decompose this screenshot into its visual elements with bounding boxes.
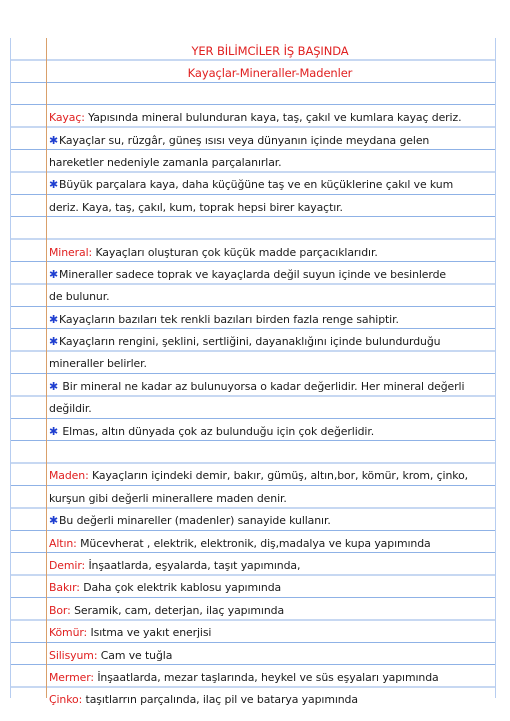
kayac-bullet-1-text-cont: hareketler nedeniyle zamanla parçalanırlar. <box>49 155 282 169</box>
maden-definition-text: Kayaçların içindeki demir, bakır, gümüş, altın,bor, kömür, krom, çinko, <box>88 469 468 483</box>
mineral-bullet-3-text-cont: mineraller belirler. <box>49 357 147 371</box>
mineral-bullet-4-cont <box>49 398 491 420</box>
maden-definition-cont <box>49 488 491 510</box>
blank-line <box>49 219 491 241</box>
asterisk-icon: ✱ <box>49 335 59 349</box>
mineral-use-text: İnşaatlarda, eşyalarda, taşıt yapımında, <box>85 558 301 572</box>
mineral-bullet-3-cont <box>49 353 491 375</box>
margin-line <box>46 38 47 698</box>
kayac-definition <box>49 107 491 129</box>
mineral-use-item <box>49 533 491 555</box>
mineral-bullet-5 <box>49 421 491 443</box>
notebook-page <box>10 38 496 707</box>
mineral-bullet-3-text: Kayaçların rengini, şeklini, sertliğini, dayanaklığını içinde bulundurduğu <box>59 335 441 349</box>
maden-definition-text-cont: kurşun gibi değerli minerallere maden denir. <box>49 491 287 505</box>
mineral-use-name: Demir: <box>49 558 86 572</box>
page-subtitle-line <box>49 62 491 84</box>
mineral-use-item <box>49 555 491 577</box>
kayac-bullet-2-cont <box>49 197 491 219</box>
kayac-term: Kayaç: <box>49 111 85 125</box>
mineral-use-text: Isıtma ve yakıt enerjisi <box>87 626 212 640</box>
mineral-use-name: Çinko: <box>49 693 83 707</box>
mineral-use-text: Seramik, cam, deterjan, ilaç yapımında <box>70 603 285 617</box>
asterisk-icon: ✱ <box>49 178 59 192</box>
mineral-use-item <box>49 645 491 667</box>
mineral-bullet-3 <box>49 331 491 353</box>
asterisk-icon: ✱ <box>49 514 59 528</box>
mineral-bullet-4 <box>49 376 491 398</box>
asterisk-icon: ✱ <box>49 424 59 438</box>
mineral-bullet-1-text-cont: de bulunur. <box>49 290 110 304</box>
kayac-bullet-1 <box>49 130 491 152</box>
page-content <box>49 40 491 712</box>
mineral-use-text: Mücevherat , elektrik, elektronik, diş,madalya ve kupa yapımında <box>76 536 431 550</box>
kayac-bullet-2 <box>49 174 491 196</box>
maden-bullet-1 <box>49 510 491 532</box>
mineral-bullet-4-text-cont: değildir. <box>49 402 92 416</box>
kayac-bullet-2-text-cont: deriz. Kaya, taş, çakıl, kum, toprak hepsi birer kayaçtır. <box>49 200 343 214</box>
kayac-bullet-2-text: Büyük parçalara kaya, daha küçüğüne taş ve en küçüklerine çakıl ve kum <box>59 178 454 192</box>
mineral-bullet-2 <box>49 309 491 331</box>
mineral-use-item <box>49 667 491 689</box>
mineral-use-text: Daha çok elektrik kablosu yapımında <box>79 581 282 595</box>
mineral-use-item <box>49 577 491 599</box>
asterisk-icon: ✱ <box>49 267 59 281</box>
mineral-bullet-2-text: Kayaçların bazıları tek renkli bazıları birden fazla renge sahiptir. <box>59 312 399 326</box>
mineral-bullet-1-cont <box>49 286 491 308</box>
kayac-definition-text: Yapısında mineral bulunduran kaya, taş, çakıl ve kumlara kayaç deriz. <box>84 111 462 125</box>
mineral-use-text: Cam ve tuğla <box>97 648 173 662</box>
blank-line <box>49 443 491 465</box>
asterisk-icon: ✱ <box>49 312 59 326</box>
mineral-definition-text: Kayaçları oluşturan çok küçük madde parçacıklarıdır. <box>92 245 378 259</box>
maden-term: Maden: <box>49 469 89 483</box>
page-subtitle: Kayaçlar-Mineraller-Madenler <box>187 66 353 81</box>
asterisk-icon: ✱ <box>49 133 59 147</box>
page-title: YER BİLİMCİLER İŞ BAŞINDA <box>191 44 349 58</box>
maden-bullet-1-text: Bu değerli minareller (madenler) sanayide kullanır. <box>59 514 331 528</box>
mineral-use-text: taşıtlarrın parçalında, ilaç pil ve batarya yapımında <box>82 693 358 707</box>
mineral-bullet-5-text: Elmas, altın dünyada çok az bulunduğu için çok değerlidir. <box>59 424 375 438</box>
mineral-term: Mineral: <box>49 245 93 259</box>
mineral-use-item <box>49 622 491 644</box>
mineral-use-name: Kömür: <box>49 626 88 640</box>
kayac-bullet-1-cont <box>49 152 491 174</box>
page-title-line <box>49 40 491 62</box>
mineral-bullet-1-text: Mineraller sadece toprak ve kayaçlarda değil suyun içinde ve besinlerde <box>59 267 447 281</box>
mineral-use-text: İnşaatlarda, mezar taşlarında, heykel ve süs eşyaları yapımında <box>93 670 439 684</box>
mineral-definition <box>49 242 491 264</box>
mineral-use-name: Bor: <box>49 603 71 617</box>
asterisk-icon: ✱ <box>49 379 59 393</box>
mineral-use-item <box>49 600 491 622</box>
mineral-use-name: Altın: <box>49 536 77 550</box>
mineral-use-name: Bakır: <box>49 581 80 595</box>
mineral-bullet-4-text: Bir mineral ne kadar az bulunuyorsa o kadar değerlidir. Her mineral değerli <box>59 379 465 393</box>
blank-line <box>49 85 491 107</box>
mineral-bullet-1 <box>49 264 491 286</box>
mineral-use-item <box>49 689 491 711</box>
maden-definition <box>49 465 491 487</box>
mineral-use-name: Silisyum: <box>49 648 98 662</box>
kayac-bullet-1-text: Kayaçlar su, rüzgâr, güneş ısısı veya dünyanın içinde meydana gelen <box>59 133 430 147</box>
mineral-use-name: Mermer: <box>49 670 94 684</box>
